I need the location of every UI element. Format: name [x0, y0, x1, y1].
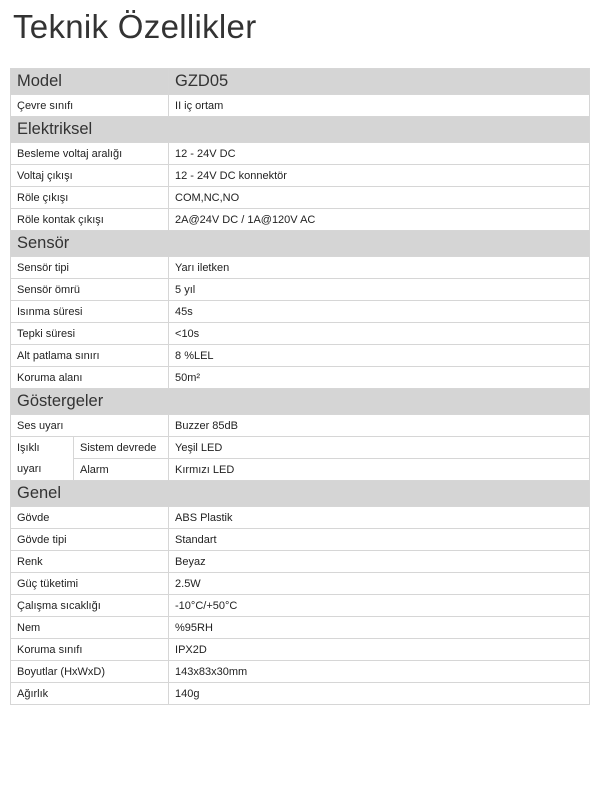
spec-value: -10°C/+50°C: [169, 595, 590, 617]
spec-value: COM,NC,NO: [169, 187, 590, 209]
table-row: [11, 551, 590, 573]
spec-value: 143x83x30mm: [169, 661, 590, 683]
table-row: [11, 323, 590, 345]
table-row: [11, 257, 590, 279]
spec-label: Çevre sınıfı: [11, 95, 169, 117]
spec-label: Röle çıkışı: [11, 187, 169, 209]
spec-value: 8 %LEL: [169, 345, 590, 367]
spec-label: Besleme voltaj aralığı: [11, 143, 169, 165]
table-row: [11, 345, 590, 367]
section-header-model: [11, 69, 590, 95]
spec-label: Tepki süresi: [11, 323, 169, 345]
table-row: [11, 367, 590, 389]
table-row: [11, 529, 590, 551]
spec-value: 12 - 24V DC konnektör: [169, 165, 590, 187]
spec-value: Kırmızı LED: [169, 459, 590, 481]
spec-label: Gövde: [11, 507, 169, 529]
spec-value: Buzzer 85dB: [169, 415, 590, 437]
spec-sublabel: Sistem devrede: [74, 437, 169, 459]
light-warning-label-line1: Işıklı: [11, 437, 74, 459]
spec-label: Güç tüketimi: [11, 573, 169, 595]
section-title: Genel: [11, 481, 590, 507]
section-header-sensor: [11, 231, 590, 257]
table-row: [11, 683, 590, 705]
table-row: [11, 573, 590, 595]
table-row: [11, 595, 590, 617]
spec-value: 140g: [169, 683, 590, 705]
table-row: [11, 165, 590, 187]
spec-label: Alt patlama sınırı: [11, 345, 169, 367]
section-title: Elektriksel: [11, 117, 590, 143]
spec-value: 50m²: [169, 367, 590, 389]
section-title: Göstergeler: [11, 389, 590, 415]
spec-table: [10, 68, 590, 705]
table-row: [11, 279, 590, 301]
spec-value: IPX2D: [169, 639, 590, 661]
table-row: [11, 301, 590, 323]
spec-label: Röle kontak çıkışı: [11, 209, 169, 231]
section-header-genel: [11, 481, 590, 507]
page-title: Teknik Özellikler: [13, 8, 257, 45]
table-row: [11, 437, 590, 459]
table-row: [11, 617, 590, 639]
table-row: [11, 639, 590, 661]
spec-label: Ağırlık: [11, 683, 169, 705]
section-title: Sensör: [11, 231, 590, 257]
model-label: Model: [11, 69, 169, 95]
spec-label: Ses uyarı: [11, 415, 169, 437]
model-value: GZD05: [169, 69, 590, 95]
spec-label: Renk: [11, 551, 169, 573]
spec-label: Koruma alanı: [11, 367, 169, 389]
table-row: [11, 459, 590, 481]
spec-label: Koruma sınıfı: [11, 639, 169, 661]
table-row: [11, 143, 590, 165]
spec-label: Voltaj çıkışı: [11, 165, 169, 187]
spec-value: 5 yıl: [169, 279, 590, 301]
spec-value: 45s: [169, 301, 590, 323]
section-header-gostergeler: [11, 389, 590, 415]
spec-sublabel: Alarm: [74, 459, 169, 481]
spec-value: Standart: [169, 529, 590, 551]
spec-value: %95RH: [169, 617, 590, 639]
spec-label: Boyutlar (HxWxD): [11, 661, 169, 683]
table-row: [11, 507, 590, 529]
spec-value: Yeşil LED: [169, 437, 590, 459]
table-row: [11, 187, 590, 209]
section-header-elektriksel: [11, 117, 590, 143]
spec-label: Nem: [11, 617, 169, 639]
spec-label: Isınma süresi: [11, 301, 169, 323]
spec-value: 12 - 24V DC: [169, 143, 590, 165]
spec-value: Beyaz: [169, 551, 590, 573]
spec-label: Çalışma sıcaklığı: [11, 595, 169, 617]
spec-value: <10s: [169, 323, 590, 345]
table-row: [11, 95, 590, 117]
spec-value: 2A@24V DC / 1A@120V AC: [169, 209, 590, 231]
table-row: [11, 209, 590, 231]
spec-value: ABS Plastik: [169, 507, 590, 529]
spec-value: 2.5W: [169, 573, 590, 595]
light-warning-label-line2: uyarı: [11, 459, 74, 481]
spec-label: Gövde tipi: [11, 529, 169, 551]
spec-label: Sensör ömrü: [11, 279, 169, 301]
table-row: [11, 415, 590, 437]
spec-value: II iç ortam: [169, 95, 590, 117]
spec-label: Sensör tipi: [11, 257, 169, 279]
table-row: [11, 661, 590, 683]
spec-value: Yarı iletken: [169, 257, 590, 279]
